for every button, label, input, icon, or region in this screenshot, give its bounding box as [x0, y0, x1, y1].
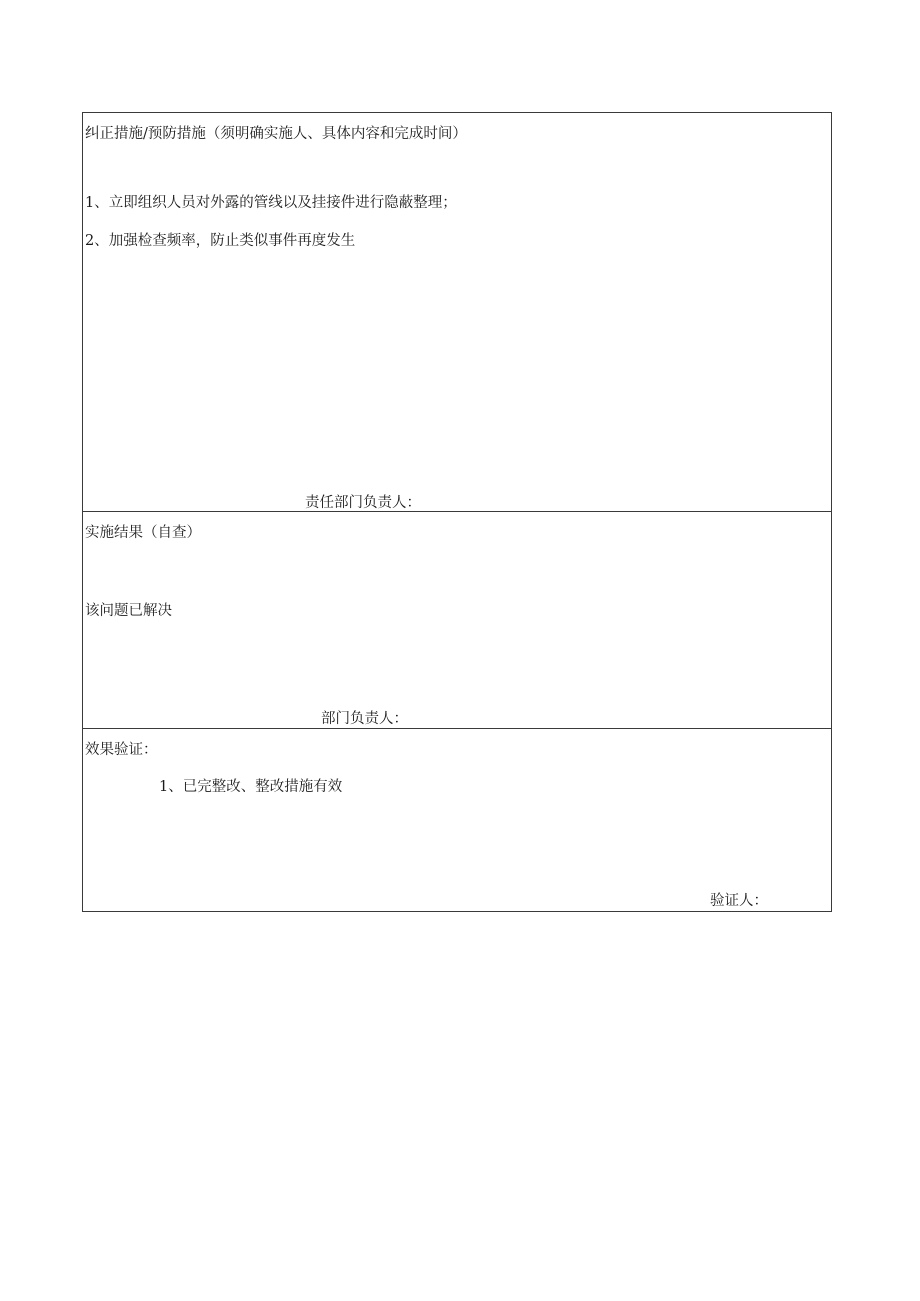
implementation-result-section: [83, 512, 831, 729]
verification-heading: 效果验证：: [85, 742, 158, 758]
implementation-heading: 实施结果（自查）: [85, 525, 201, 541]
corrective-item-1: 1、立即组织人员对外露的管线以及挂接件进行隐蔽整理；: [85, 195, 457, 211]
corrective-item-2: 2、加强检查频率，防止类似事件再度发生: [85, 233, 356, 249]
corrective-heading: 纠正措施/预防措施（须明确实施人、具体内容和完成时间）: [85, 126, 467, 142]
effect-verification-section: [83, 729, 831, 911]
implementation-result: 该问题已解决: [85, 603, 172, 619]
verifier-label: 验证人：: [710, 893, 768, 909]
responsible-dept-head-label: 责任部门负责人：: [305, 495, 421, 511]
dept-head-label: 部门负责人：: [321, 711, 408, 727]
verification-result: 1、已完整改、整改措施有效: [159, 779, 343, 795]
corrective-action-form: [82, 112, 832, 912]
corrective-measures-section: [83, 113, 831, 512]
